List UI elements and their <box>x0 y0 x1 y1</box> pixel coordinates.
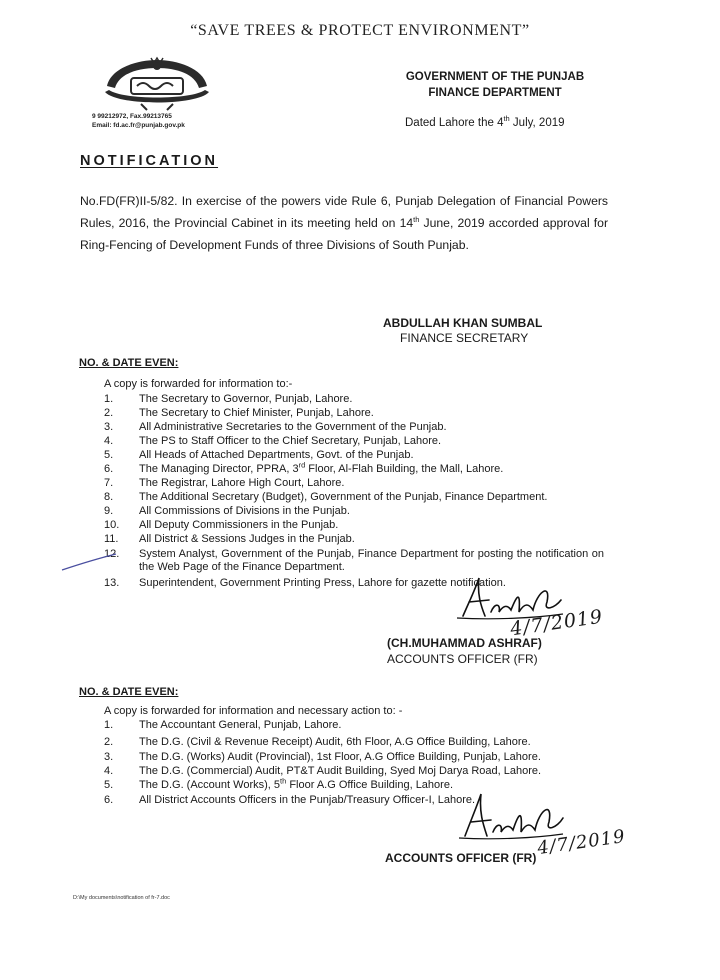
list-item-text: All Administrative Secretaries to the Government of the Punjab. <box>139 421 447 433</box>
list-item-text: The D.G. (Commercial) Audit, PT&T Audit Building, Syed Moj Darya Road, Lahore. <box>139 765 542 777</box>
list-item-number: 2. <box>104 736 114 748</box>
list-item-text: All District & Sessions Judges in the Punjab. <box>139 533 355 545</box>
date-line: Dated Lahore the 4th July, 2019 <box>405 114 565 129</box>
list-item-number: 6. <box>104 463 114 475</box>
list-item-text: The Managing Director, PPRA, 3rd Floor, Al-Flah Building, the Mall, Lahore. <box>139 460 504 475</box>
section1-list <box>104 393 614 593</box>
motto: “SAVE TREES & PROTECT ENVIRONMENT” <box>190 22 530 39</box>
list-item-text: The Accountant General, Punjab, Lahore. <box>139 719 342 731</box>
signature-date: 4/7/2019 <box>508 605 605 641</box>
section2-heading: NO. & DATE EVEN: <box>79 686 179 698</box>
finance-secretary-designation: FINANCE SECRETARY <box>400 331 529 345</box>
accounts-officer-designation: ACCOUNTS OFFICER (FR) <box>385 851 537 865</box>
department-name: FINANCE DEPARTMENT <box>428 87 562 99</box>
phone-fax: 9 99212972, Fax.99213765 <box>92 113 172 120</box>
punjab-government-emblem-icon <box>97 56 217 112</box>
list-item-text: Superintendent, Government Printing Press, Lahore for gazette notification. <box>139 577 506 589</box>
list-item-text: The PS to Staff Officer to the Chief Secretary, Punjab, Lahore. <box>139 435 442 447</box>
signature-date: 4/7/2019 <box>535 825 627 860</box>
section2-intro: A copy is forwarded for information and necessary action to: - <box>104 705 403 717</box>
list-item-number: 8. <box>104 491 114 503</box>
list-item-text: The D.G. (Works) Audit (Provincial), 1st Floor, A.G Office Building, Punjab, Lahore. <box>139 751 541 763</box>
accounts-officer-designation: ACCOUNTS OFFICER (FR) <box>387 652 538 666</box>
accounts-officer-name: (CH.MUHAMMAD ASHRAF) <box>387 636 542 650</box>
list-item-number: 4. <box>104 435 114 447</box>
list-item-text: All Deputy Commissioners in the Punjab. <box>139 519 339 531</box>
government-name: GOVERNMENT OF THE PUNJAB <box>405 71 585 83</box>
list-item-text: The Additional Secretary (Budget), Government of the Punjab, Finance Department. <box>139 491 548 503</box>
list-item-number: 3. <box>104 751 114 763</box>
list-item-text: The D.G. (Account Works), 5th Floor A.G Office Building, Lahore. <box>139 776 453 791</box>
list-item-text: All Commissions of Divisions in the Punjab. <box>139 505 350 517</box>
finance-secretary-name: ABDULLAH KHAN SUMBAL <box>383 316 543 330</box>
list-item-number: 6. <box>104 794 114 806</box>
section1-heading: NO. & DATE EVEN: <box>79 357 179 369</box>
notification-body: No.FD(FR)II-5/82. In exercise of the powers vide Rule 6, Punjab Delegation of Financial Powers Rules, 2016, the Provincial Cabinet in its meeting held on 14th June, 2019 accorded approval for Ring-Fencing of Development Funds of three Divisions of South Punjab. <box>80 194 609 252</box>
list-item-number: 5. <box>104 449 114 461</box>
list-item-text: The D.G. (Civil & Revenue Receipt) Audit, 6th Floor, A.G Office Building, Lahore. <box>139 736 531 748</box>
list-item-number: 13. <box>104 577 120 589</box>
list-item-number: 2. <box>104 407 114 419</box>
pen-mark-icon <box>60 552 120 572</box>
list-item-text: The Secretary to Governor, Punjab, Lahore. <box>139 393 353 405</box>
list-item-text: System Analyst, Government of the Punjab, Finance Department for posting the notification on the Web Page of the Finance Department. <box>139 548 604 573</box>
list-item-number: 3. <box>104 421 114 433</box>
section1-intro: A copy is forwarded for information to:- <box>104 378 293 390</box>
list-item-number: 5. <box>104 779 114 791</box>
list-item-number: 11. <box>104 533 119 545</box>
list-item-number: 1. <box>104 393 114 405</box>
notification-title: NOTIFICATION <box>80 153 219 169</box>
list-item-number: 10. <box>104 519 120 531</box>
list-item-text: All District Accounts Officers in the Punjab/Treasury Officer-I, Lahore. <box>139 794 476 806</box>
list-item-text: All Heads of Attached Departments, Govt. of the Punjab. <box>139 449 414 461</box>
list-item-number: 12. <box>104 548 120 560</box>
email-address: Email: fd.ac.fr@punjab.gov.pk <box>92 122 185 129</box>
file-path: D:\My documents\notification of fr-7.doc <box>73 895 170 901</box>
list-item-number: 7. <box>104 477 114 489</box>
list-item-text: The Secretary to Chief Minister, Punjab, Lahore. <box>139 407 374 419</box>
list-item-text: The Registrar, Lahore High Court, Lahore. <box>139 477 345 489</box>
list-item-number: 9. <box>104 505 114 517</box>
list-item-number: 1. <box>104 719 114 731</box>
list-item-number: 4. <box>104 765 114 777</box>
